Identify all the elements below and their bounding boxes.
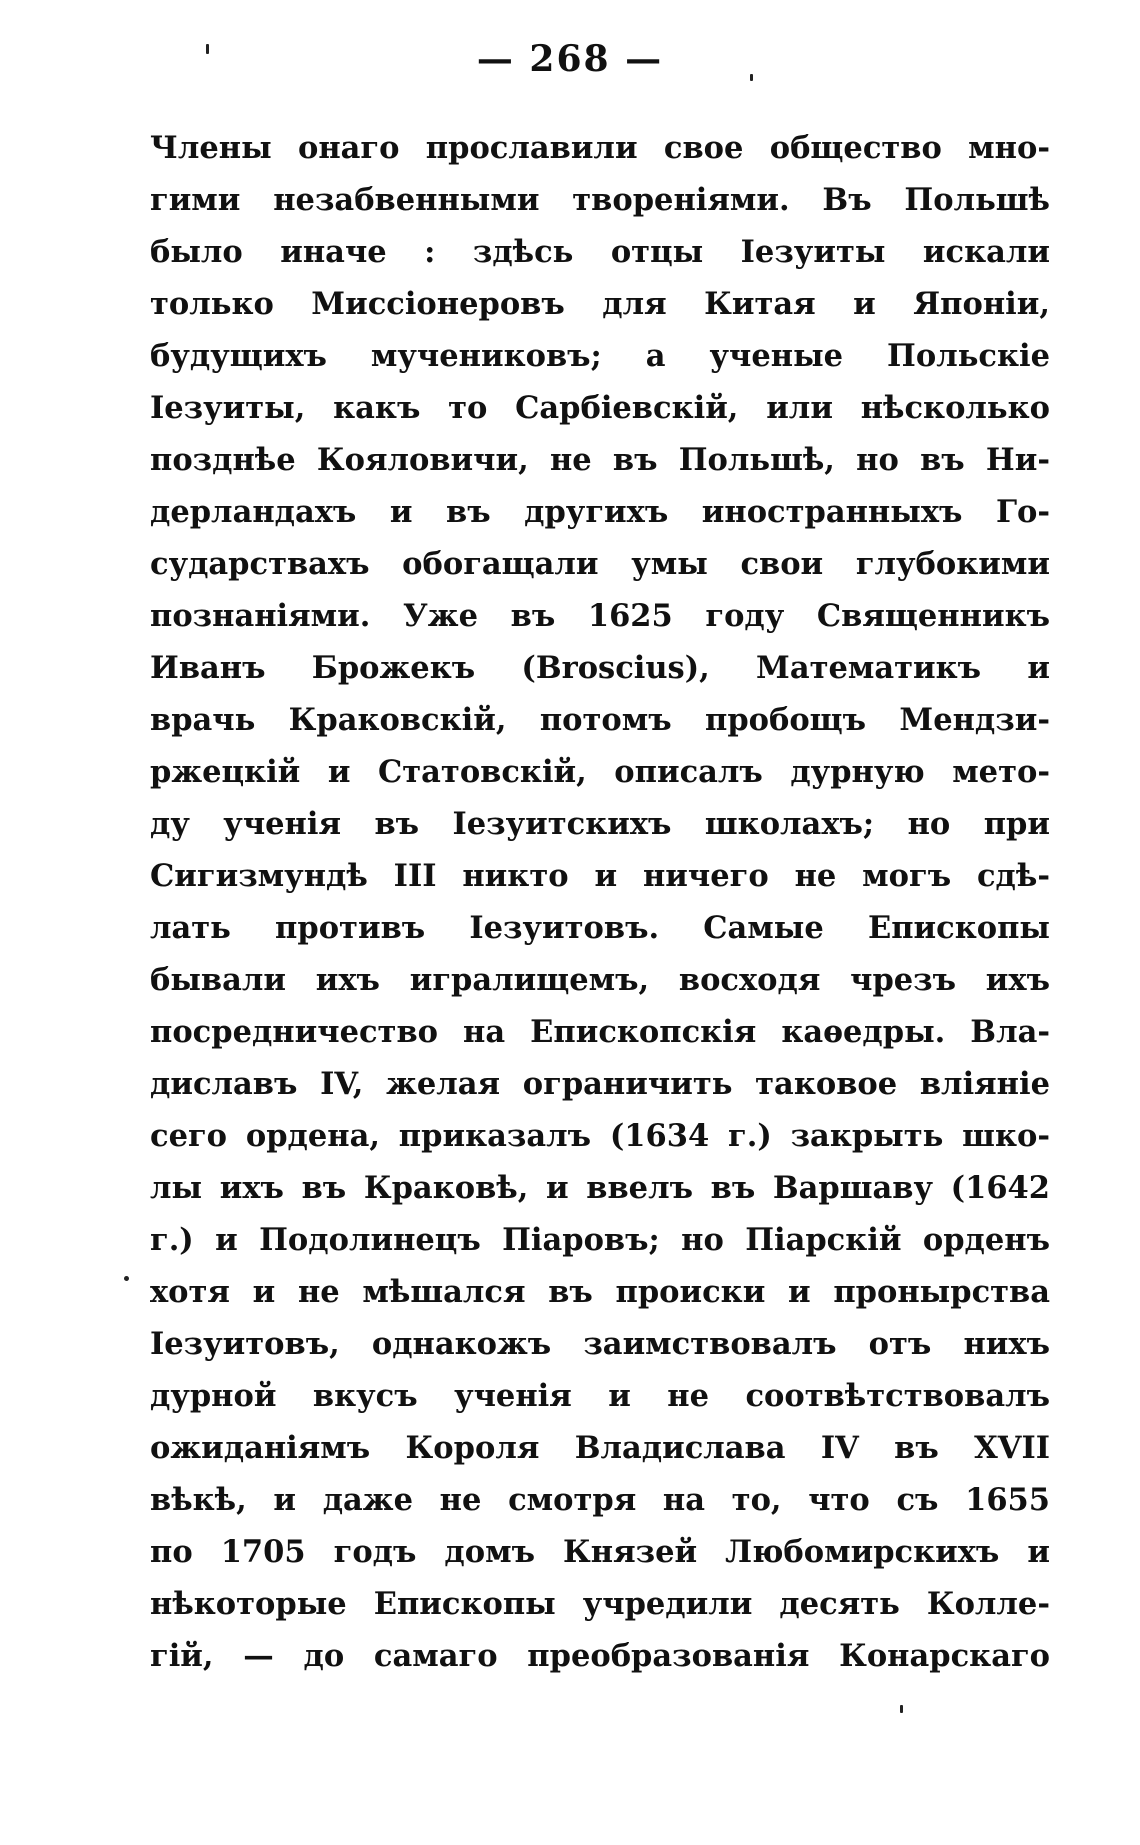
text-line: гими незабвенными твореніями. Въ Польшѣ <box>150 182 1050 218</box>
text-line: посредничество на Епископскія каѳедры. Вла- <box>150 1014 1050 1050</box>
body-text <box>150 122 1050 1682</box>
text-line: Іезуитовъ, однакожъ заимствовалъ отъ нихъ <box>150 1326 1050 1362</box>
text-line: Іезуиты, какъ то Сарбіевскій, или нѣсколько <box>150 390 1050 426</box>
print-speck <box>124 1276 129 1281</box>
text-line: лы ихъ въ Краковѣ, и ввелъ въ Варшаву (1642 <box>150 1170 1050 1206</box>
text-line: Члены онаго прославили свое общество мно- <box>150 130 1050 166</box>
text-line: врачь Краковскій, потомъ пробощъ Мендзи- <box>150 702 1050 738</box>
text-line: дерландахъ и въ другихъ иностранныхъ Го- <box>150 494 1050 530</box>
text-line: познаніями. Уже въ 1625 году Священникъ <box>150 598 1050 634</box>
text-line: сего ордена, приказалъ (1634 г.) закрыть шко- <box>150 1118 1050 1154</box>
print-speck <box>206 44 209 54</box>
text-line: по 1705 годъ домъ Князей Любомирскихъ и <box>150 1534 1050 1570</box>
text-line: было иначе : здѣсь отцы Іезуиты искали <box>150 234 1050 270</box>
text-line: сударствахъ обогащали умы свои глубокими <box>150 546 1050 582</box>
text-line: Сигизмундѣ III никто и ничего не могъ сдѣ- <box>150 858 1050 894</box>
text-line: дурной вкусъ ученія и не соотвѣтствовалъ <box>150 1378 1050 1414</box>
text-line: ржецкій и Статовскій, описалъ дурную мето- <box>150 754 1050 790</box>
print-speck <box>750 74 753 81</box>
text-line: будущихъ мучениковъ; а ученые Польскіе <box>150 338 1050 374</box>
text-line: ожиданіямъ Короля Владислава IV въ XVII <box>150 1430 1050 1466</box>
text-line: диславъ IV, желая ограничить таковое вліяніе <box>150 1066 1050 1102</box>
text-line: ду ученія въ Іезуитскихъ школахъ; но при <box>150 806 1050 842</box>
text-line: лать противъ Іезуитовъ. Самые Епископы <box>150 910 1050 946</box>
text-line: только Миссіонеровъ для Китая и Японіи, <box>150 286 1050 322</box>
text-line: г.) и Подолинецъ Піаровъ; но Піарскій орденъ <box>150 1222 1050 1258</box>
text-line: Иванъ Брожекъ (Broscius), Математикъ и <box>150 650 1050 686</box>
page-number-header: — 268 — <box>476 38 664 80</box>
text-line: позднѣе Кояловичи, не въ Польшѣ, но въ Ни- <box>150 442 1050 478</box>
text-line: хотя и не мѣшался въ происки и пронырства <box>150 1274 1050 1310</box>
text-line: вѣкѣ, и даже не смотря на то, что съ 1655 <box>150 1482 1050 1518</box>
print-speck <box>900 1705 903 1713</box>
text-line: гій, — до самаго преобразованія Конарскаго <box>150 1638 1050 1674</box>
text-line: бывали ихъ игралищемъ, восходя чрезъ ихъ <box>150 962 1050 998</box>
text-line: нѣкоторые Епископы учредили десять Колле- <box>150 1586 1050 1622</box>
